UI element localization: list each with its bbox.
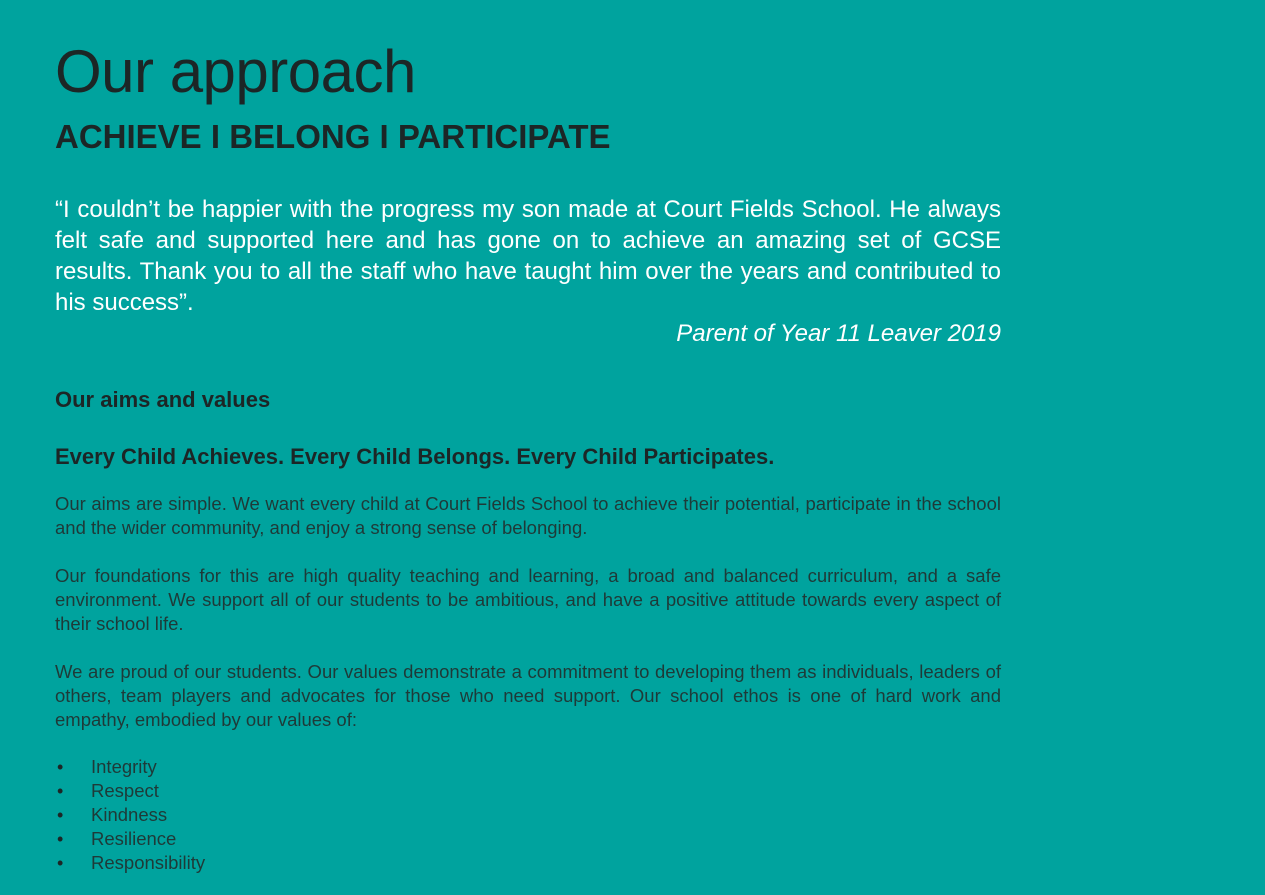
value-label: Kindness bbox=[91, 804, 168, 825]
bullet-icon: • bbox=[57, 781, 64, 801]
motto-heading: Every Child Achieves. Every Child Belongs. Every Child Participates. bbox=[55, 444, 775, 469]
page-title: Our approach bbox=[55, 38, 416, 105]
aims-heading: Our aims and values bbox=[55, 387, 271, 412]
value-label: Responsibility bbox=[91, 852, 206, 873]
value-label: Integrity bbox=[91, 756, 157, 777]
page-subtitle: ACHIEVE I BELONG I PARTICIPATE bbox=[55, 118, 611, 155]
foundations-paragraph: Our foundations for this are high quality teaching and learning, a broad and balanced curriculum, and a safe environment. We support all of our students to be ambitious, and have a positive attitude towards every aspect of their school life. bbox=[55, 565, 1001, 634]
aims-paragraph: Our aims are simple. We want every child at Court Fields School to achieve their potential, participate in the school and the wider community, and enjoy a strong sense of belonging. bbox=[55, 493, 1001, 538]
bullet-icon: • bbox=[57, 757, 64, 777]
bullet-icon: • bbox=[57, 829, 64, 849]
bullet-icon: • bbox=[57, 805, 64, 825]
value-label: Resilience bbox=[91, 828, 177, 849]
values-paragraph: We are proud of our students. Our values demonstrate a commitment to developing them as individuals, leaders of others, team players and advocates for those who need support. Our school ethos is one of hard work and empathy, embodied by our values of: bbox=[55, 661, 1001, 730]
testimonial-quote: “I couldn’t be happier with the progress my son made at Court Fields School. He always felt safe and supported here and has gone on to achieve an amazing set of GCSE results. Thank you to all the staff who have taught him over the years and contributed to his success”. bbox=[55, 196, 1001, 316]
value-label: Respect bbox=[91, 780, 159, 801]
testimonial-attribution: Parent of Year 11 Leaver 2019 bbox=[676, 320, 1001, 347]
bullet-icon: • bbox=[57, 853, 64, 873]
